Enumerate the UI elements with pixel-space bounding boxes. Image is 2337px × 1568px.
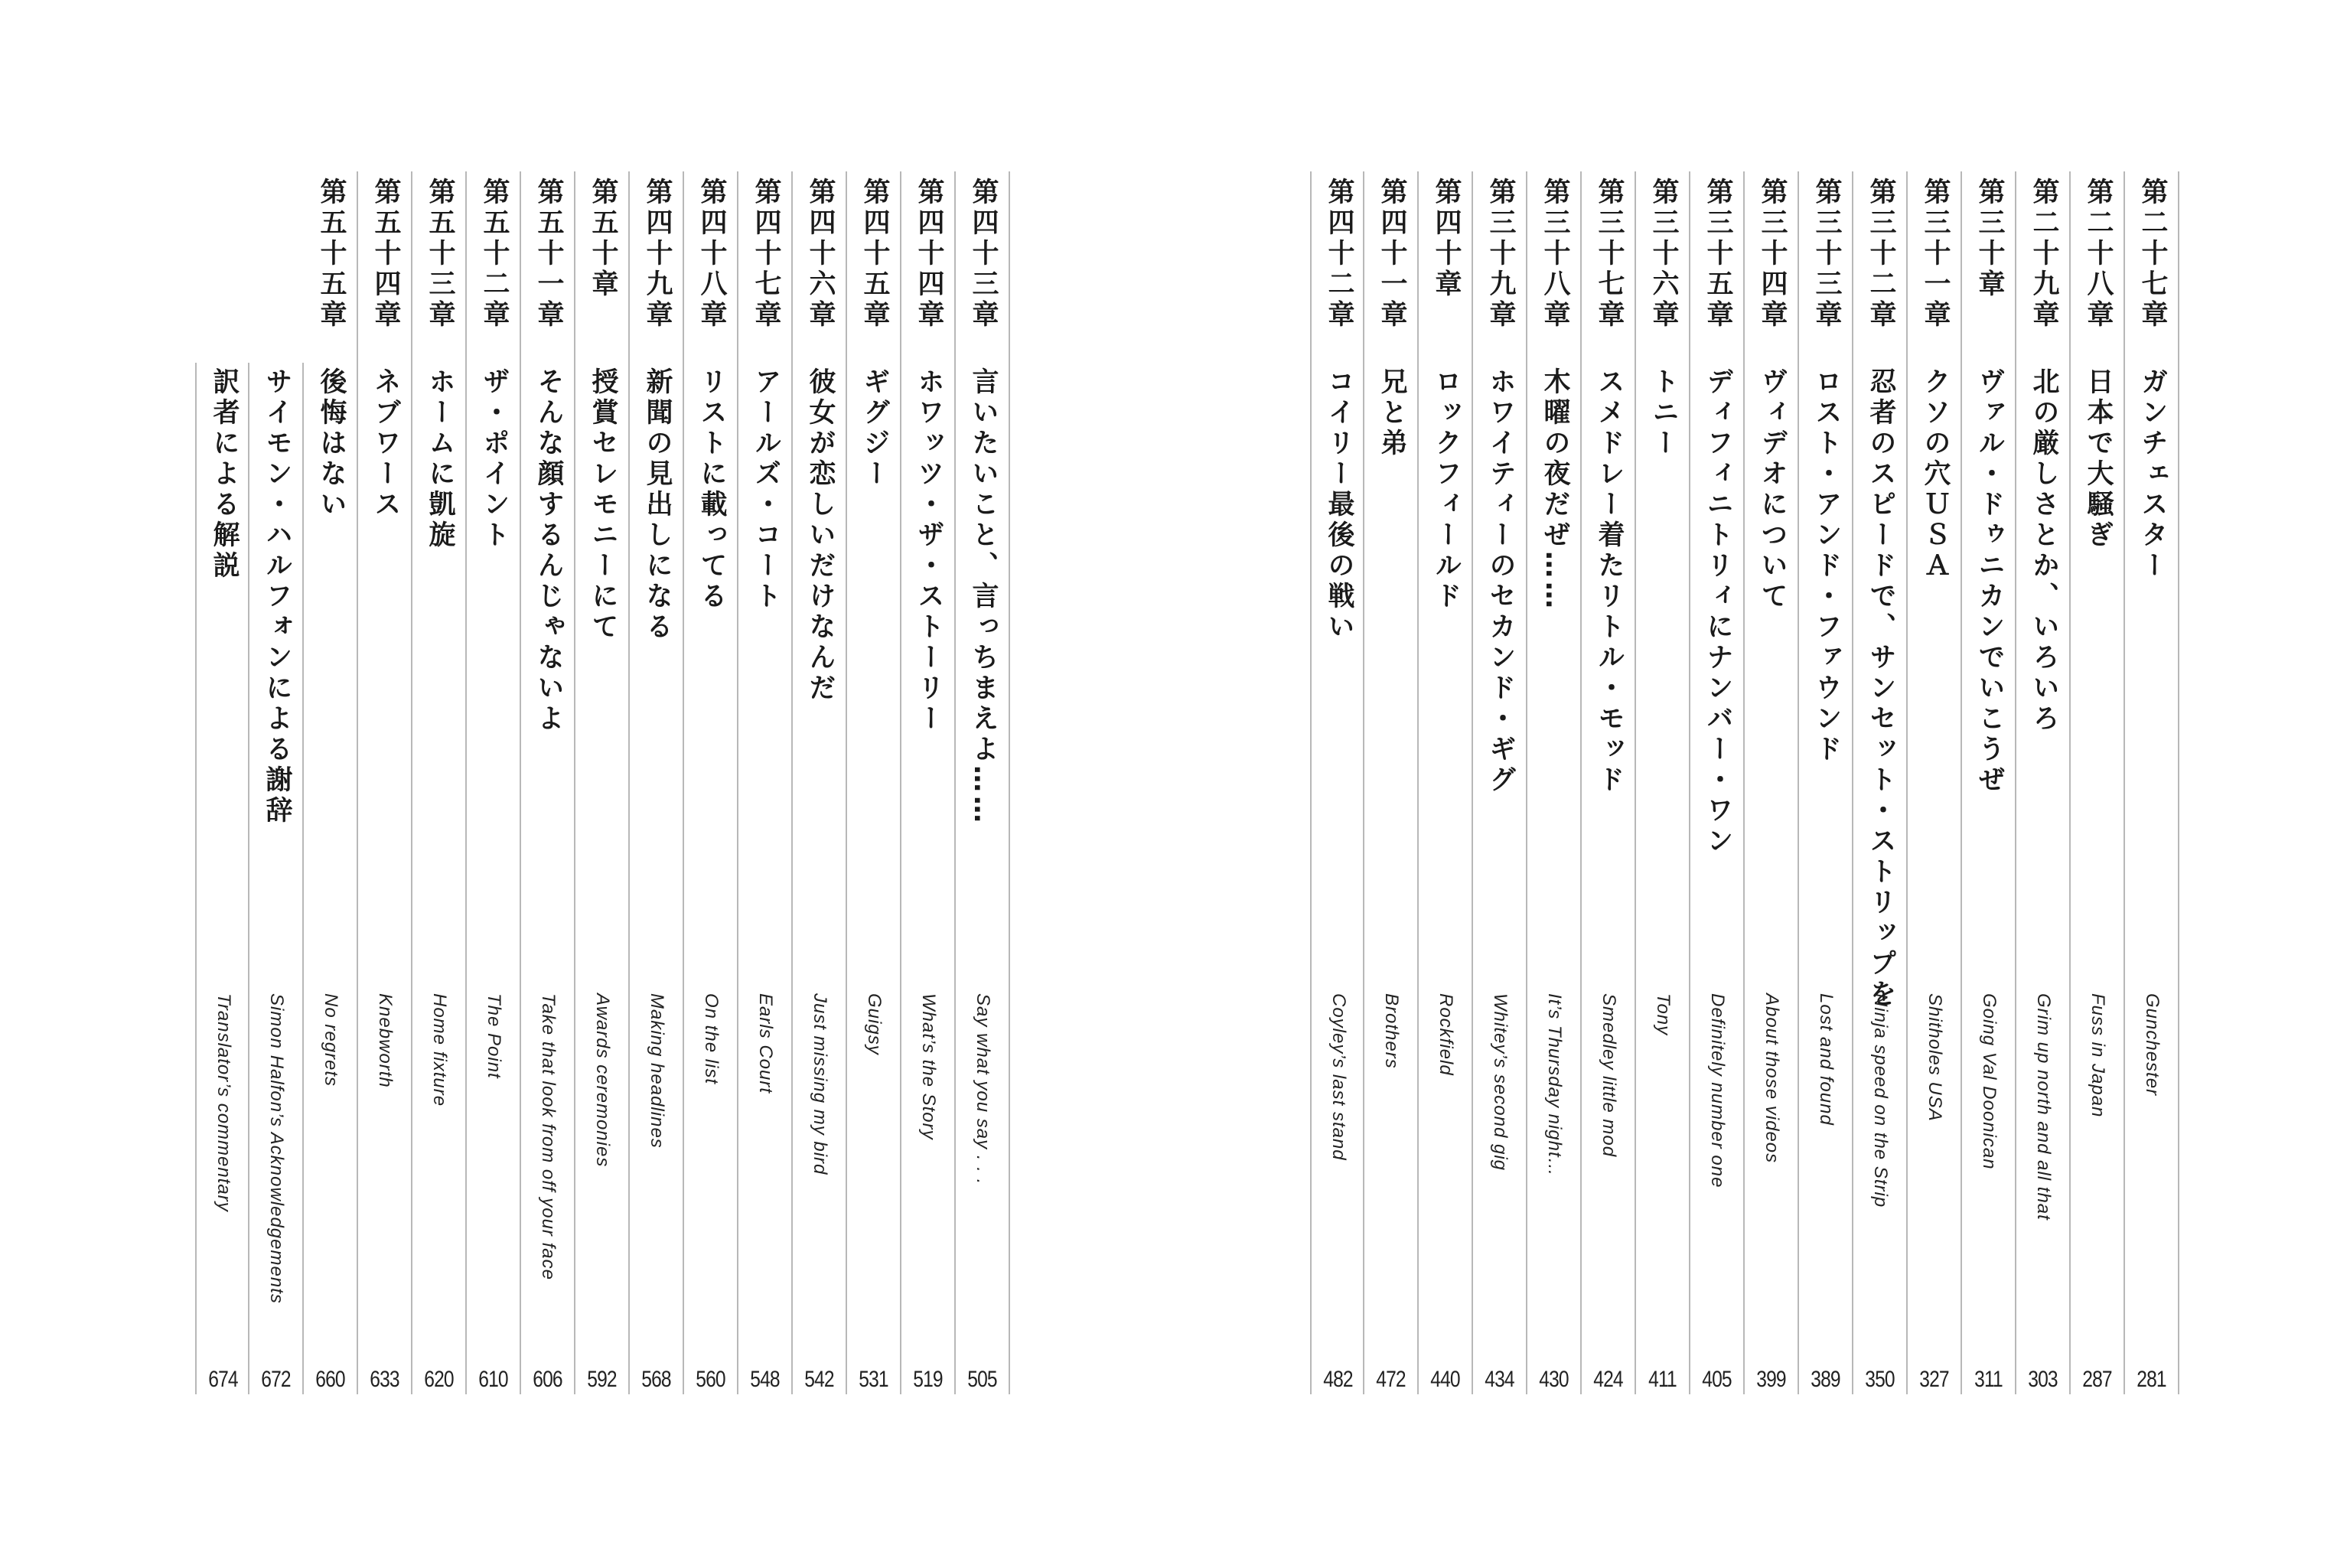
page-number: 505 [967,1367,997,1392]
toc-entry [847,171,901,1394]
toc-entry [738,171,793,1394]
page-number: 327 [1919,1367,1949,1392]
section-title: サイモン・ハルフォンによる謝辞 [262,367,292,826]
chapter-subtitle: Knebworth [375,993,396,1088]
chapter-title: クソの穴ＵＳＡ [1920,367,1951,582]
page-number: 620 [424,1367,454,1392]
page-number: 592 [587,1367,617,1392]
chapter-subtitle: Home fixture [429,993,450,1107]
chapter-subtitle: Coyley’s last stand [1328,993,1349,1161]
toc-entry-translator-commentary [195,363,249,1394]
chapter-title: 新聞の見出しになる [642,367,673,643]
chapter-title: 木曜の夜だぜ…… [1540,367,1570,612]
chapter-title: ザ・ポイント [479,367,510,551]
page-number: 311 [1974,1367,2003,1392]
chapter-title: 言いたいこと、言っちまえよ…… [968,367,999,826]
chapter-number: 第三十三章 [1811,178,1842,331]
chapter-title: ヴィデオについて [1757,367,1788,612]
chapter-title: 授賞セレモニーにて [588,367,618,643]
chapter-title: 日本で大騒ぎ [2083,367,2114,551]
toc-entry [575,171,630,1394]
chapter-number: 第三十一章 [1920,178,1951,331]
chapter-subtitle: Tony [1653,993,1674,1036]
chapter-title: スメドレー着たリトル・モッド [1594,367,1625,796]
section-title: 訳者による解説 [209,367,240,582]
page-number: 660 [315,1367,345,1392]
page-number: 672 [261,1367,291,1392]
chapter-subtitle: Smedley little mod [1599,993,1619,1158]
chapter-subtitle: The Point [484,993,504,1079]
page-number: 633 [370,1367,399,1392]
chapter-subtitle: Ninja speed on the Strip [1870,993,1891,1208]
chapter-subtitle: Rockfield [1436,993,1456,1076]
toc-entry-acknowledgements [249,363,304,1394]
chapter-title: 忍者のスピードで、サンセット・ストリップを [1866,367,1896,1010]
toc-entry [901,171,956,1394]
chapter-subtitle: Take that look from off your face [538,993,559,1280]
chapter-subtitle: Earls Court [755,993,776,1094]
chapter-number: 第二十八章 [2083,178,2114,331]
page-number: 482 [1323,1367,1353,1392]
chapter-subtitle: Whitey’s second gig [1490,993,1511,1171]
chapter-title: コイリー最後の戦い [1324,367,1354,643]
toc-entry [793,171,847,1394]
chapter-number: 第三十七章 [1594,178,1625,331]
chapter-number: 第三十四章 [1757,178,1788,331]
chapter-number: 第四十七章 [751,178,781,331]
chapter-number: 第四十八章 [696,178,727,331]
chapter-number: 第五十章 [588,178,618,300]
chapter-title: 北の厳しさとか、いろいろ [2029,367,2059,735]
page-number: 287 [2082,1367,2112,1392]
chapter-title: アールズ・コート [751,367,781,612]
toc-entry [467,171,521,1394]
chapter-subtitle: Shitholes USA [1925,993,1945,1122]
page-number: 430 [1539,1367,1569,1392]
chapter-subtitle: Definitely number one [1707,993,1728,1188]
page-number: 424 [1593,1367,1623,1392]
chapter-title: そんな顔するんじゃないよ [533,367,564,735]
chapter-subtitle: Awards ceremonies [592,993,613,1168]
chapter-subtitle: Lost and found [1816,993,1837,1126]
chapter-title: ガンチェスター [2137,367,2168,582]
chapter-number: 第三十五章 [1703,178,1733,331]
chapter-title: リストに載ってる [696,367,727,612]
chapter-number: 第四十章 [1431,178,1462,300]
chapter-number: 第三十章 [1974,178,2005,300]
chapter-number: 第五十四章 [370,178,401,331]
chapter-title: 兄と弟 [1377,367,1407,459]
page-number: 405 [1702,1367,1732,1392]
toc-entry [304,171,358,1394]
chapter-number: 第四十六章 [805,178,836,331]
chapter-title: 彼女が恋しいだけなんだ [805,367,836,704]
page-number: 399 [1756,1367,1786,1392]
chapter-subtitle: Fuss in Japan [2088,993,2108,1118]
chapter-title: ロックフィールド [1431,367,1462,612]
page-number: 434 [1485,1367,1514,1392]
chapter-title: ホワッツ・ザ・ストーリー [914,367,944,735]
chapter-subtitle: No regrets [321,993,341,1087]
chapter-title: 後悔はない [316,367,347,520]
chapter-subtitle: Just missing my bird [810,993,830,1175]
toc-entry [358,171,412,1394]
page-number: 519 [913,1367,943,1392]
page-number: 472 [1376,1367,1406,1392]
chapter-title: ホワイティーのセカンド・ギグ [1485,367,1516,796]
chapter-number: 第三十九章 [1485,178,1516,331]
chapter-title: ギグジー [859,367,890,490]
chapter-title: ネブワース [370,367,401,520]
toc-entry [684,171,738,1394]
chapter-subtitle: Gunchester [2142,993,2163,1097]
chapter-number: 第五十一章 [533,178,564,331]
chapter-number: 第四十五章 [859,178,890,331]
toc-entry [630,171,684,1394]
chapter-number: 第五十三章 [425,178,455,331]
chapter-number: 第三十八章 [1540,178,1570,331]
chapter-subtitle: About those videos [1762,993,1782,1164]
chapter-title: ロスト・アンド・ファウンド [1811,367,1842,765]
page-number: 674 [208,1367,238,1392]
chapter-number: 第三十六章 [1648,178,1679,331]
chapter-number: 第四十一章 [1377,178,1407,331]
page-number: 568 [641,1367,671,1392]
page-number: 440 [1430,1367,1460,1392]
page-number: 411 [1648,1367,1677,1392]
page-number: 303 [2028,1367,2058,1392]
chapter-title: ヴァル・ドゥニカンでいこうぜ [1974,367,2005,796]
chapter-subtitle: Say what you say . . . [973,993,993,1185]
page-number: 560 [696,1367,725,1392]
chapter-number: 第二十七章 [2137,178,2168,331]
chapter-subtitle: Going Val Doonican [1979,993,2000,1170]
toc-entry [521,171,575,1394]
toc-entry [956,171,1010,1394]
chapter-title: ホームに凱旋 [425,367,455,551]
page-number: 610 [478,1367,508,1392]
page-number: 542 [804,1367,834,1392]
chapter-subtitle: On the list [701,993,722,1085]
chapter-subtitle: Guigsy [864,993,885,1055]
chapter-number: 第四十九章 [642,178,673,331]
chapter-number: 第四十二章 [1324,178,1354,331]
page-number: 548 [750,1367,780,1392]
chapter-subtitle: What’s the Story [918,993,939,1140]
page-number: 531 [859,1367,888,1392]
chapter-subtitle: Grim up north and all that [2033,993,2054,1221]
chapter-subtitle: It’s Thursday night… [1544,993,1565,1177]
chapter-number: 第三十二章 [1866,178,1896,331]
chapter-number: 第四十四章 [914,178,944,331]
chapter-number: 第四十三章 [968,178,999,331]
page-number: 389 [1811,1367,1840,1392]
page-number: 350 [1865,1367,1895,1392]
section-subtitle: Simon Halfon’s Acknowledgements [266,993,287,1304]
chapter-title: ディフィニトリィにナンバー・ワン [1703,367,1733,857]
toc-entry [412,171,467,1394]
chapter-subtitle: Brothers [1381,993,1402,1069]
chapter-number: 第二十九章 [2029,178,2059,331]
chapter-subtitle: Making headlines [647,993,667,1149]
chapter-number: 第五十五章 [316,178,347,331]
page-number: 281 [2137,1367,2166,1392]
page-number: 606 [533,1367,562,1392]
chapter-title: トニー [1648,367,1679,459]
chapter-number: 第五十二章 [479,178,510,331]
section-subtitle: Translator’s commentary [213,993,234,1212]
